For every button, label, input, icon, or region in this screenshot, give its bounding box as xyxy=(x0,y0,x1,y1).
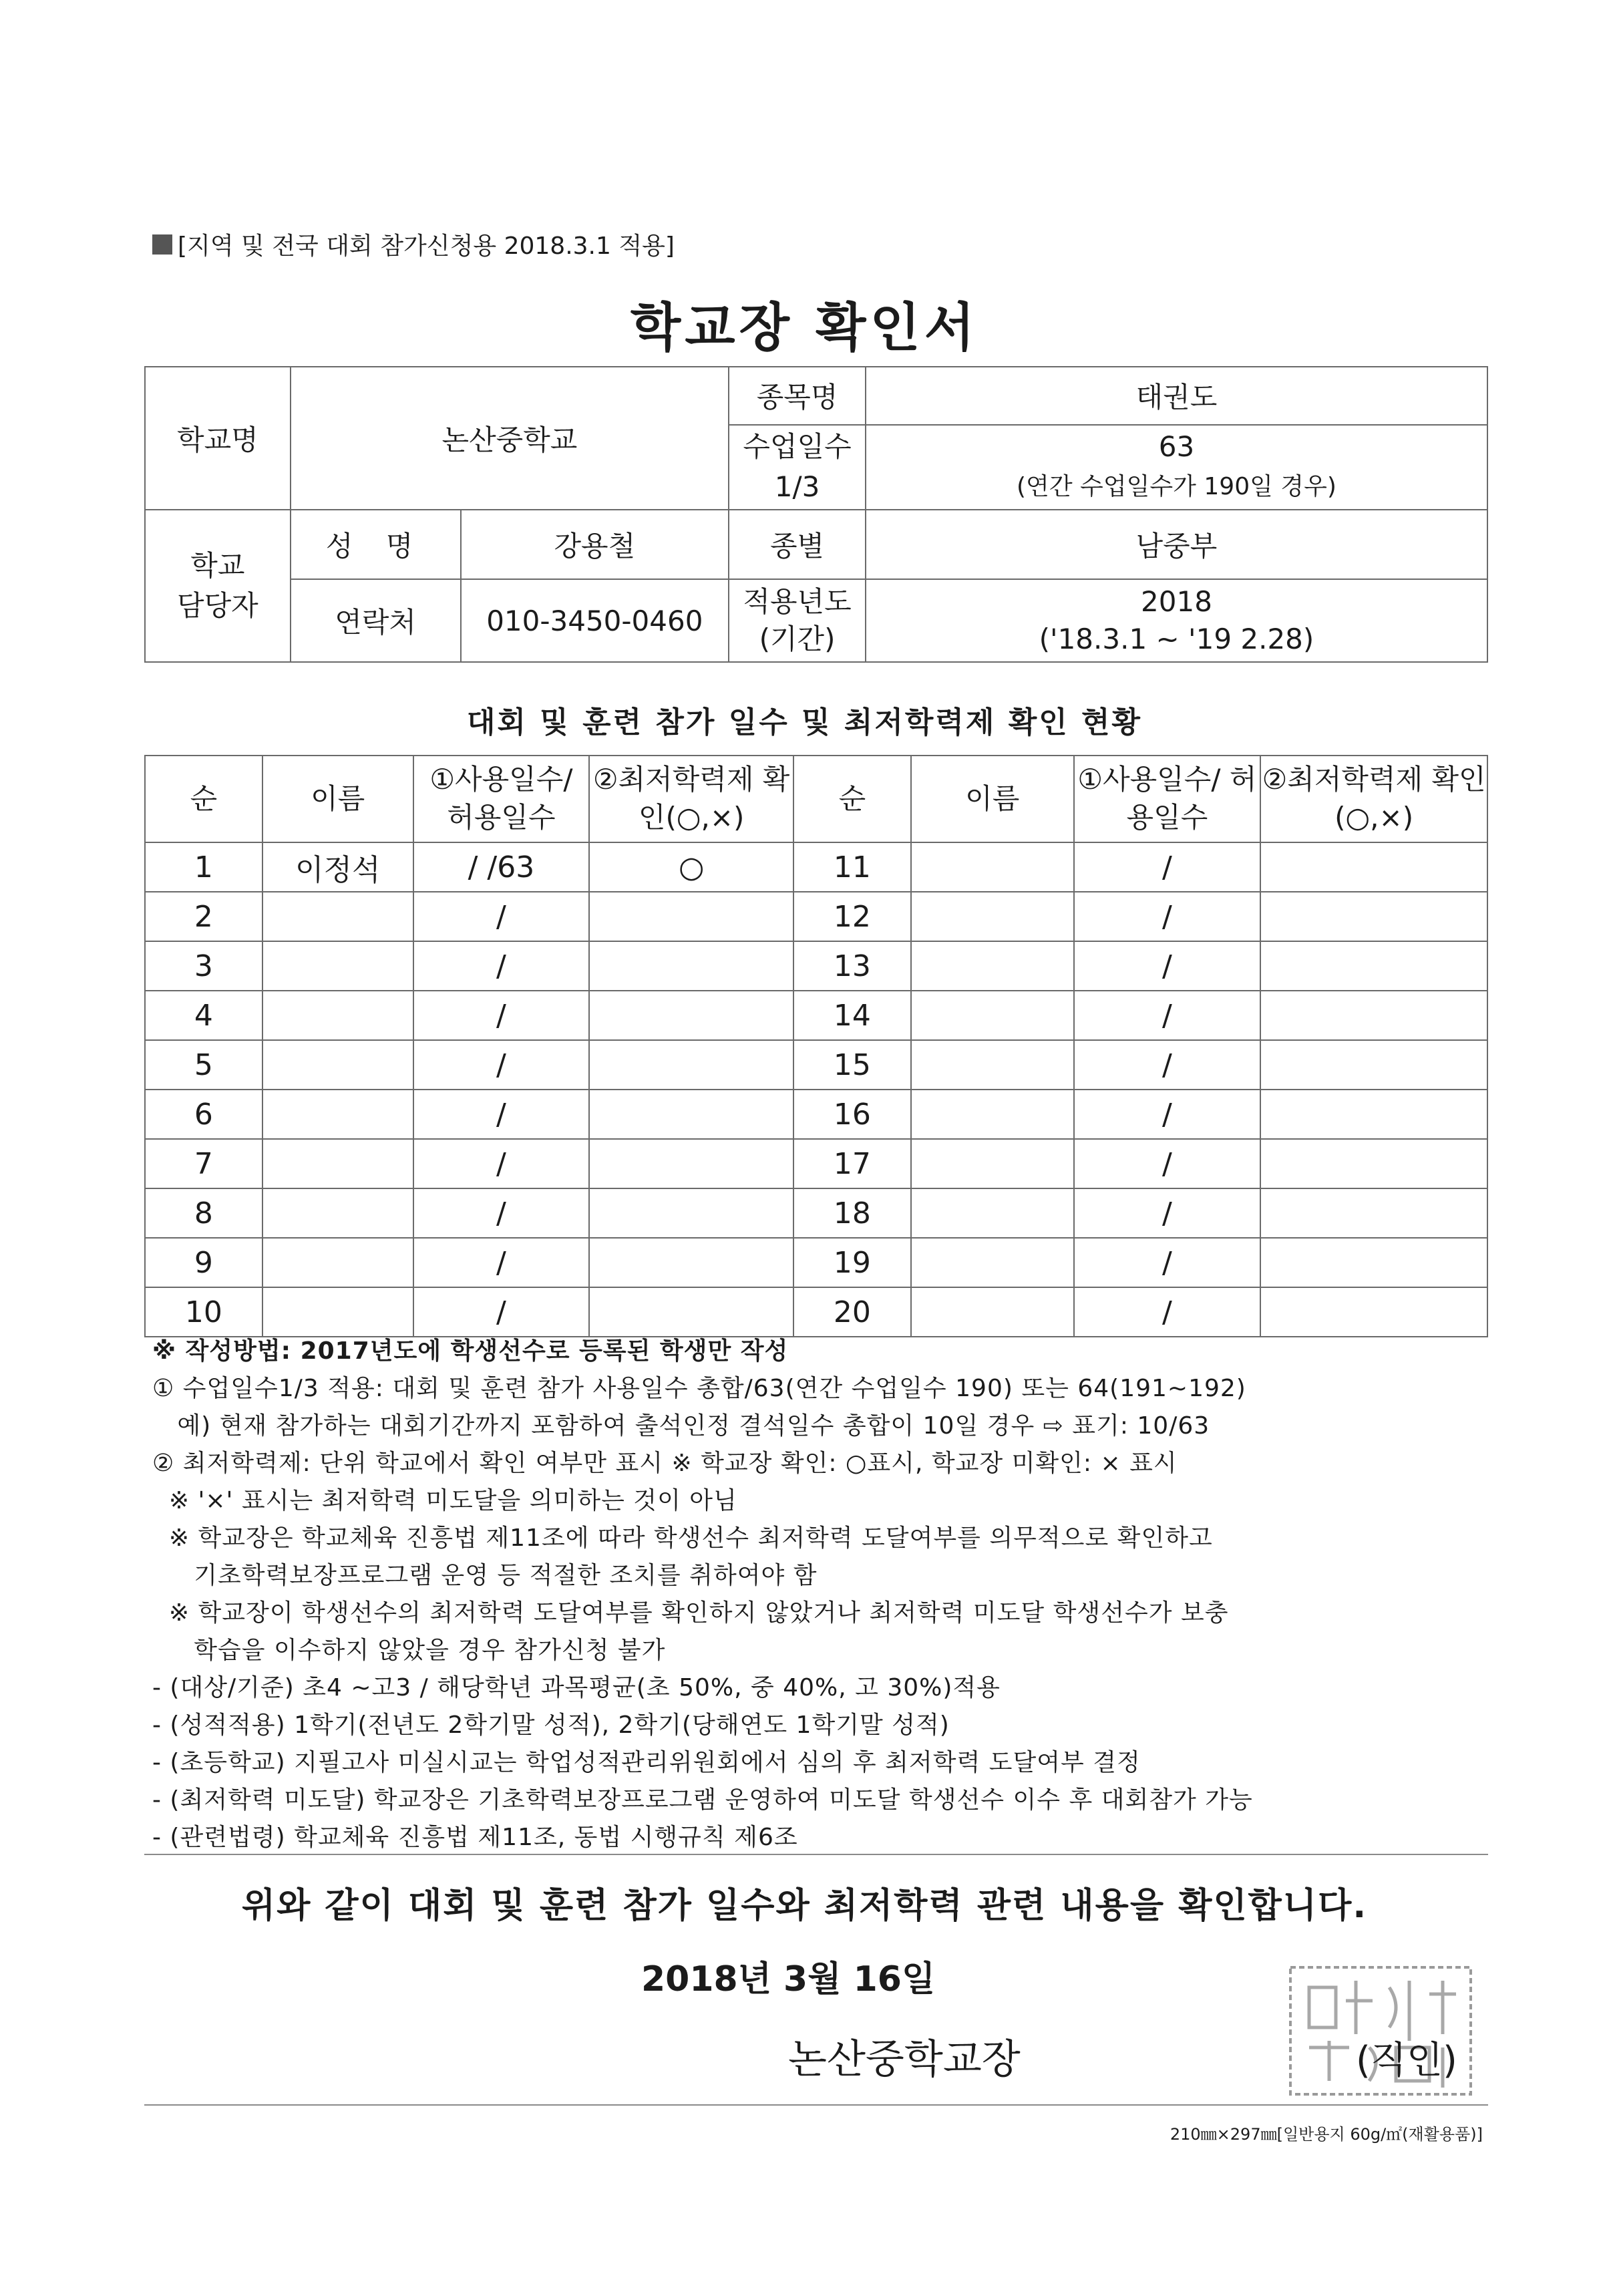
manager-label-line1: 학교 xyxy=(190,549,245,582)
roster-check-cell xyxy=(589,1040,793,1090)
notes-block xyxy=(152,1333,1481,1856)
roster-header-cell: ②최저학력제 확인(○,×) xyxy=(1260,756,1487,842)
roster-no-cell: 20 xyxy=(793,1287,911,1337)
roster-no-cell: 2 xyxy=(145,892,262,941)
roster-days-cell: / xyxy=(413,1238,590,1287)
roster-name-cell xyxy=(262,1238,413,1287)
roster-check-cell xyxy=(1260,1188,1487,1238)
header-note-text: [지역 및 전국 대회 참가신청용 2018.3.1 적용] xyxy=(178,232,675,260)
roster-days-cell: / xyxy=(1074,941,1261,991)
roster-name-cell xyxy=(262,1090,413,1139)
note-line: ※ 작성방법: 2017년도에 학생선수로 등록된 학생만 작성 xyxy=(152,1337,789,1365)
roster-name-cell xyxy=(911,1238,1074,1287)
contact-value: 010-3450-0460 xyxy=(461,579,729,662)
roster-name-cell xyxy=(911,1188,1074,1238)
header-note xyxy=(152,227,675,261)
roster-name-cell xyxy=(262,1040,413,1090)
note-line: 기초학력보장프로그램 운영 등 적절한 조치를 취하여야 함 xyxy=(152,1562,818,1589)
roster-check-cell xyxy=(1260,941,1487,991)
roster-days-cell: / xyxy=(413,1188,590,1238)
roster-days-cell: / xyxy=(1074,1040,1261,1090)
confirm-text: 위와 같이 대회 및 훈련 참가 일수와 최저학력 관련 내용을 확인합니다. xyxy=(241,1886,1368,1926)
category-value: 남중부 xyxy=(866,510,1487,579)
roster-no-cell: 13 xyxy=(793,941,911,991)
roster-days-cell: / xyxy=(413,892,590,941)
roster-days-cell: / xyxy=(413,1090,590,1139)
year-label-cell xyxy=(729,579,866,662)
table-row xyxy=(145,1238,1487,1287)
roster-name-cell xyxy=(911,1287,1074,1337)
roster-no-cell: 3 xyxy=(145,941,262,991)
roster-name-cell xyxy=(911,991,1074,1040)
note-line: ※ 학교장은 학교체육 진흥법 제11조에 따라 학생선수 최저학력 도달여부를 의무적으로 확인하고 xyxy=(152,1524,1213,1552)
section-title: 대회 및 훈련 참가 일수 및 최저학력제 확인 현황 xyxy=(466,705,1143,740)
roster-days-cell: / xyxy=(1074,842,1261,892)
roster-no-cell: 4 xyxy=(145,991,262,1040)
roster-no-cell: 15 xyxy=(793,1040,911,1090)
roster-header-cell: 순 xyxy=(145,756,262,842)
note-line: - (대상/기준) 초4 ~고3 / 해당학년 과목평균(초 50%, 중 40%, 고 30%)적용 xyxy=(152,1674,1001,1701)
roster-no-cell: 9 xyxy=(145,1238,262,1287)
roster-header-cell: ①사용일수/ 허용일수 xyxy=(1074,756,1261,842)
school-label: 학교명 xyxy=(145,367,291,510)
roster-check-cell xyxy=(1260,1238,1487,1287)
roster-no-cell: 14 xyxy=(793,991,911,1040)
event-value: 태권도 xyxy=(866,367,1487,425)
roster-days-cell: / xyxy=(1074,1287,1261,1337)
roster-name-cell xyxy=(911,941,1074,991)
table-row xyxy=(145,1287,1487,1337)
roster-check-cell xyxy=(589,1238,793,1287)
roster-no-cell: 5 xyxy=(145,1040,262,1090)
roster-no-cell: 8 xyxy=(145,1188,262,1238)
contact-label: 연락처 xyxy=(291,579,461,662)
principal-name: 논산중학교장 xyxy=(788,2036,1021,2083)
roster-check-cell xyxy=(1260,1090,1487,1139)
year-label: 적용년도 xyxy=(743,585,852,618)
roster-check-cell xyxy=(1260,892,1487,941)
table-row xyxy=(145,991,1487,1040)
roster-table xyxy=(144,755,1488,1337)
roster-name-cell xyxy=(911,1139,1074,1188)
roster-no-cell: 10 xyxy=(145,1287,262,1337)
roster-name-cell xyxy=(262,991,413,1040)
roster-check-cell xyxy=(1260,842,1487,892)
square-bullet-icon xyxy=(152,234,172,255)
table-row xyxy=(145,941,1487,991)
roster-no-cell: 16 xyxy=(793,1090,911,1139)
roster-name-cell xyxy=(911,842,1074,892)
roster-no-cell: 7 xyxy=(145,1139,262,1188)
days-note: (연간 수업일수가 190일 경우) xyxy=(1017,473,1336,501)
days-label: 수업일수 xyxy=(743,430,852,464)
roster-name-cell xyxy=(911,1090,1074,1139)
roster-header-cell: 순 xyxy=(793,756,911,842)
roster-no-cell: 19 xyxy=(793,1238,911,1287)
document-title: 학교장 확인서 xyxy=(630,298,979,358)
roster-header-cell: 이름 xyxy=(262,756,413,842)
roster-days-cell: / xyxy=(413,991,590,1040)
roster-header-cell: ②최저학력제 확인(○,×) xyxy=(589,756,793,842)
note-line: - (관련법령) 학교체육 진흥법 제11조, 동법 시행규칙 제6조 xyxy=(152,1824,798,1851)
note-line: - (최저학력 미도달) 학교장은 기초학력보장프로그램 운영하여 미도달 학생선수 이수 후 대회참가 가능 xyxy=(152,1786,1253,1814)
name-value: 강용철 xyxy=(461,510,729,579)
roster-check-cell xyxy=(1260,991,1487,1040)
year-value-cell xyxy=(866,579,1487,662)
roster-check-cell xyxy=(589,1090,793,1139)
note-line: ※ 학교장이 학생선수의 최저학력 도달여부를 확인하지 않았거나 최저학력 미도달 학생선수가 보충 xyxy=(152,1599,1229,1627)
roster-days-cell: / xyxy=(413,941,590,991)
roster-days-cell: / xyxy=(1074,1188,1261,1238)
roster-check-cell: ○ xyxy=(589,842,793,892)
manager-label xyxy=(145,510,291,662)
roster-header-cell: ①사용일수/ 허용일수 xyxy=(413,756,590,842)
table-row xyxy=(145,1090,1487,1139)
roster-check-cell xyxy=(589,892,793,941)
table-row xyxy=(145,842,1487,892)
table-row xyxy=(145,1139,1487,1188)
roster-days-cell: / xyxy=(413,1040,590,1090)
roster-name-cell xyxy=(262,1287,413,1337)
roster-check-cell xyxy=(589,1188,793,1238)
days-value: 63 xyxy=(1158,430,1195,464)
roster-check-cell xyxy=(589,941,793,991)
note-line: ② 최저학력제: 단위 학교에서 확인 여부만 표시 ※ 학교장 확인: ○표시, 학교장 미확인: × 표시 xyxy=(152,1450,1178,1477)
year-sub-label: (기간) xyxy=(759,623,836,655)
roster-header-cell: 이름 xyxy=(911,756,1074,842)
roster-name-cell xyxy=(911,1040,1074,1090)
roster-name-cell xyxy=(262,1139,413,1188)
roster-days-cell: / xyxy=(1074,1238,1261,1287)
table-row xyxy=(145,1188,1487,1238)
roster-days-cell: / xyxy=(1074,892,1261,941)
divider-top xyxy=(144,1854,1488,1855)
roster-no-cell: 6 xyxy=(145,1090,262,1139)
period-value: ('18.3.1 ~ '19 2.28) xyxy=(1039,623,1314,655)
roster-check-cell xyxy=(589,991,793,1040)
roster-check-cell xyxy=(1260,1287,1487,1337)
roster-check-cell xyxy=(589,1139,793,1188)
roster-days-cell: / xyxy=(1074,1090,1261,1139)
paper-spec-footer: 210㎜×297㎜[일반용지 60g/㎡(재활용품)] xyxy=(1170,2125,1483,2144)
roster-days-cell: / xyxy=(1074,991,1261,1040)
roster-check-cell xyxy=(1260,1040,1487,1090)
roster-name-cell xyxy=(262,941,413,991)
roster-check-cell xyxy=(1260,1139,1487,1188)
roster-no-cell: 18 xyxy=(793,1188,911,1238)
info-table xyxy=(144,366,1488,663)
table-row xyxy=(145,892,1487,941)
school-name: 논산중학교 xyxy=(291,367,729,510)
note-line: 학습을 이수하지 않았을 경우 참가신청 불가 xyxy=(152,1637,666,1664)
manager-label-line2: 담당자 xyxy=(177,589,258,622)
stamp-label: (직인) xyxy=(1356,2039,1457,2082)
roster-no-cell: 12 xyxy=(793,892,911,941)
roster-no-cell: 11 xyxy=(793,842,911,892)
note-line: - (초등학교) 지필고사 미실시교는 학업성적관리위원회에서 심의 후 최저학력 도달여부 결정 xyxy=(152,1749,1141,1776)
roster-check-cell xyxy=(589,1287,793,1337)
note-line: ① 수업일수1/3 적용: 대회 및 훈련 참가 사용일수 총합/63(연간 수업일수 190) 또는 64(191~192) xyxy=(152,1375,1246,1402)
year-value: 2018 xyxy=(1141,585,1212,618)
roster-days-cell: / /63 xyxy=(413,842,590,892)
days-value-cell xyxy=(866,425,1487,510)
event-label: 종목명 xyxy=(729,367,866,425)
note-line: - (성적적용) 1학기(전년도 2학기말 성적), 2학기(당해연도 1학기말 성적) xyxy=(152,1711,950,1739)
roster-name-cell xyxy=(911,892,1074,941)
roster-days-cell: / xyxy=(413,1139,590,1188)
note-line: 예) 현재 참가하는 대회기간까지 포함하여 출석인정 결석일수 총합이 10일 경우 ⇨ 표기: 10/63 xyxy=(152,1412,1210,1440)
divider-bottom xyxy=(144,2104,1488,2106)
category-label: 종별 xyxy=(729,510,866,579)
roster-name-cell xyxy=(262,892,413,941)
issue-date: 2018년 3월 16일 xyxy=(641,1959,936,1999)
name-label: 성 명 xyxy=(291,510,461,579)
roster-days-cell: / xyxy=(1074,1139,1261,1188)
days-label-cell xyxy=(729,425,866,510)
roster-name-cell xyxy=(262,1188,413,1238)
roster-no-cell: 17 xyxy=(793,1139,911,1188)
days-fraction: 1/3 xyxy=(774,470,820,504)
roster-name-cell: 이정석 xyxy=(262,842,413,892)
roster-days-cell: / xyxy=(413,1287,590,1337)
table-row xyxy=(145,1040,1487,1090)
roster-no-cell: 1 xyxy=(145,842,262,892)
note-line: ※ '×' 표시는 최저학력 미도달을 의미하는 것이 아님 xyxy=(152,1487,737,1514)
